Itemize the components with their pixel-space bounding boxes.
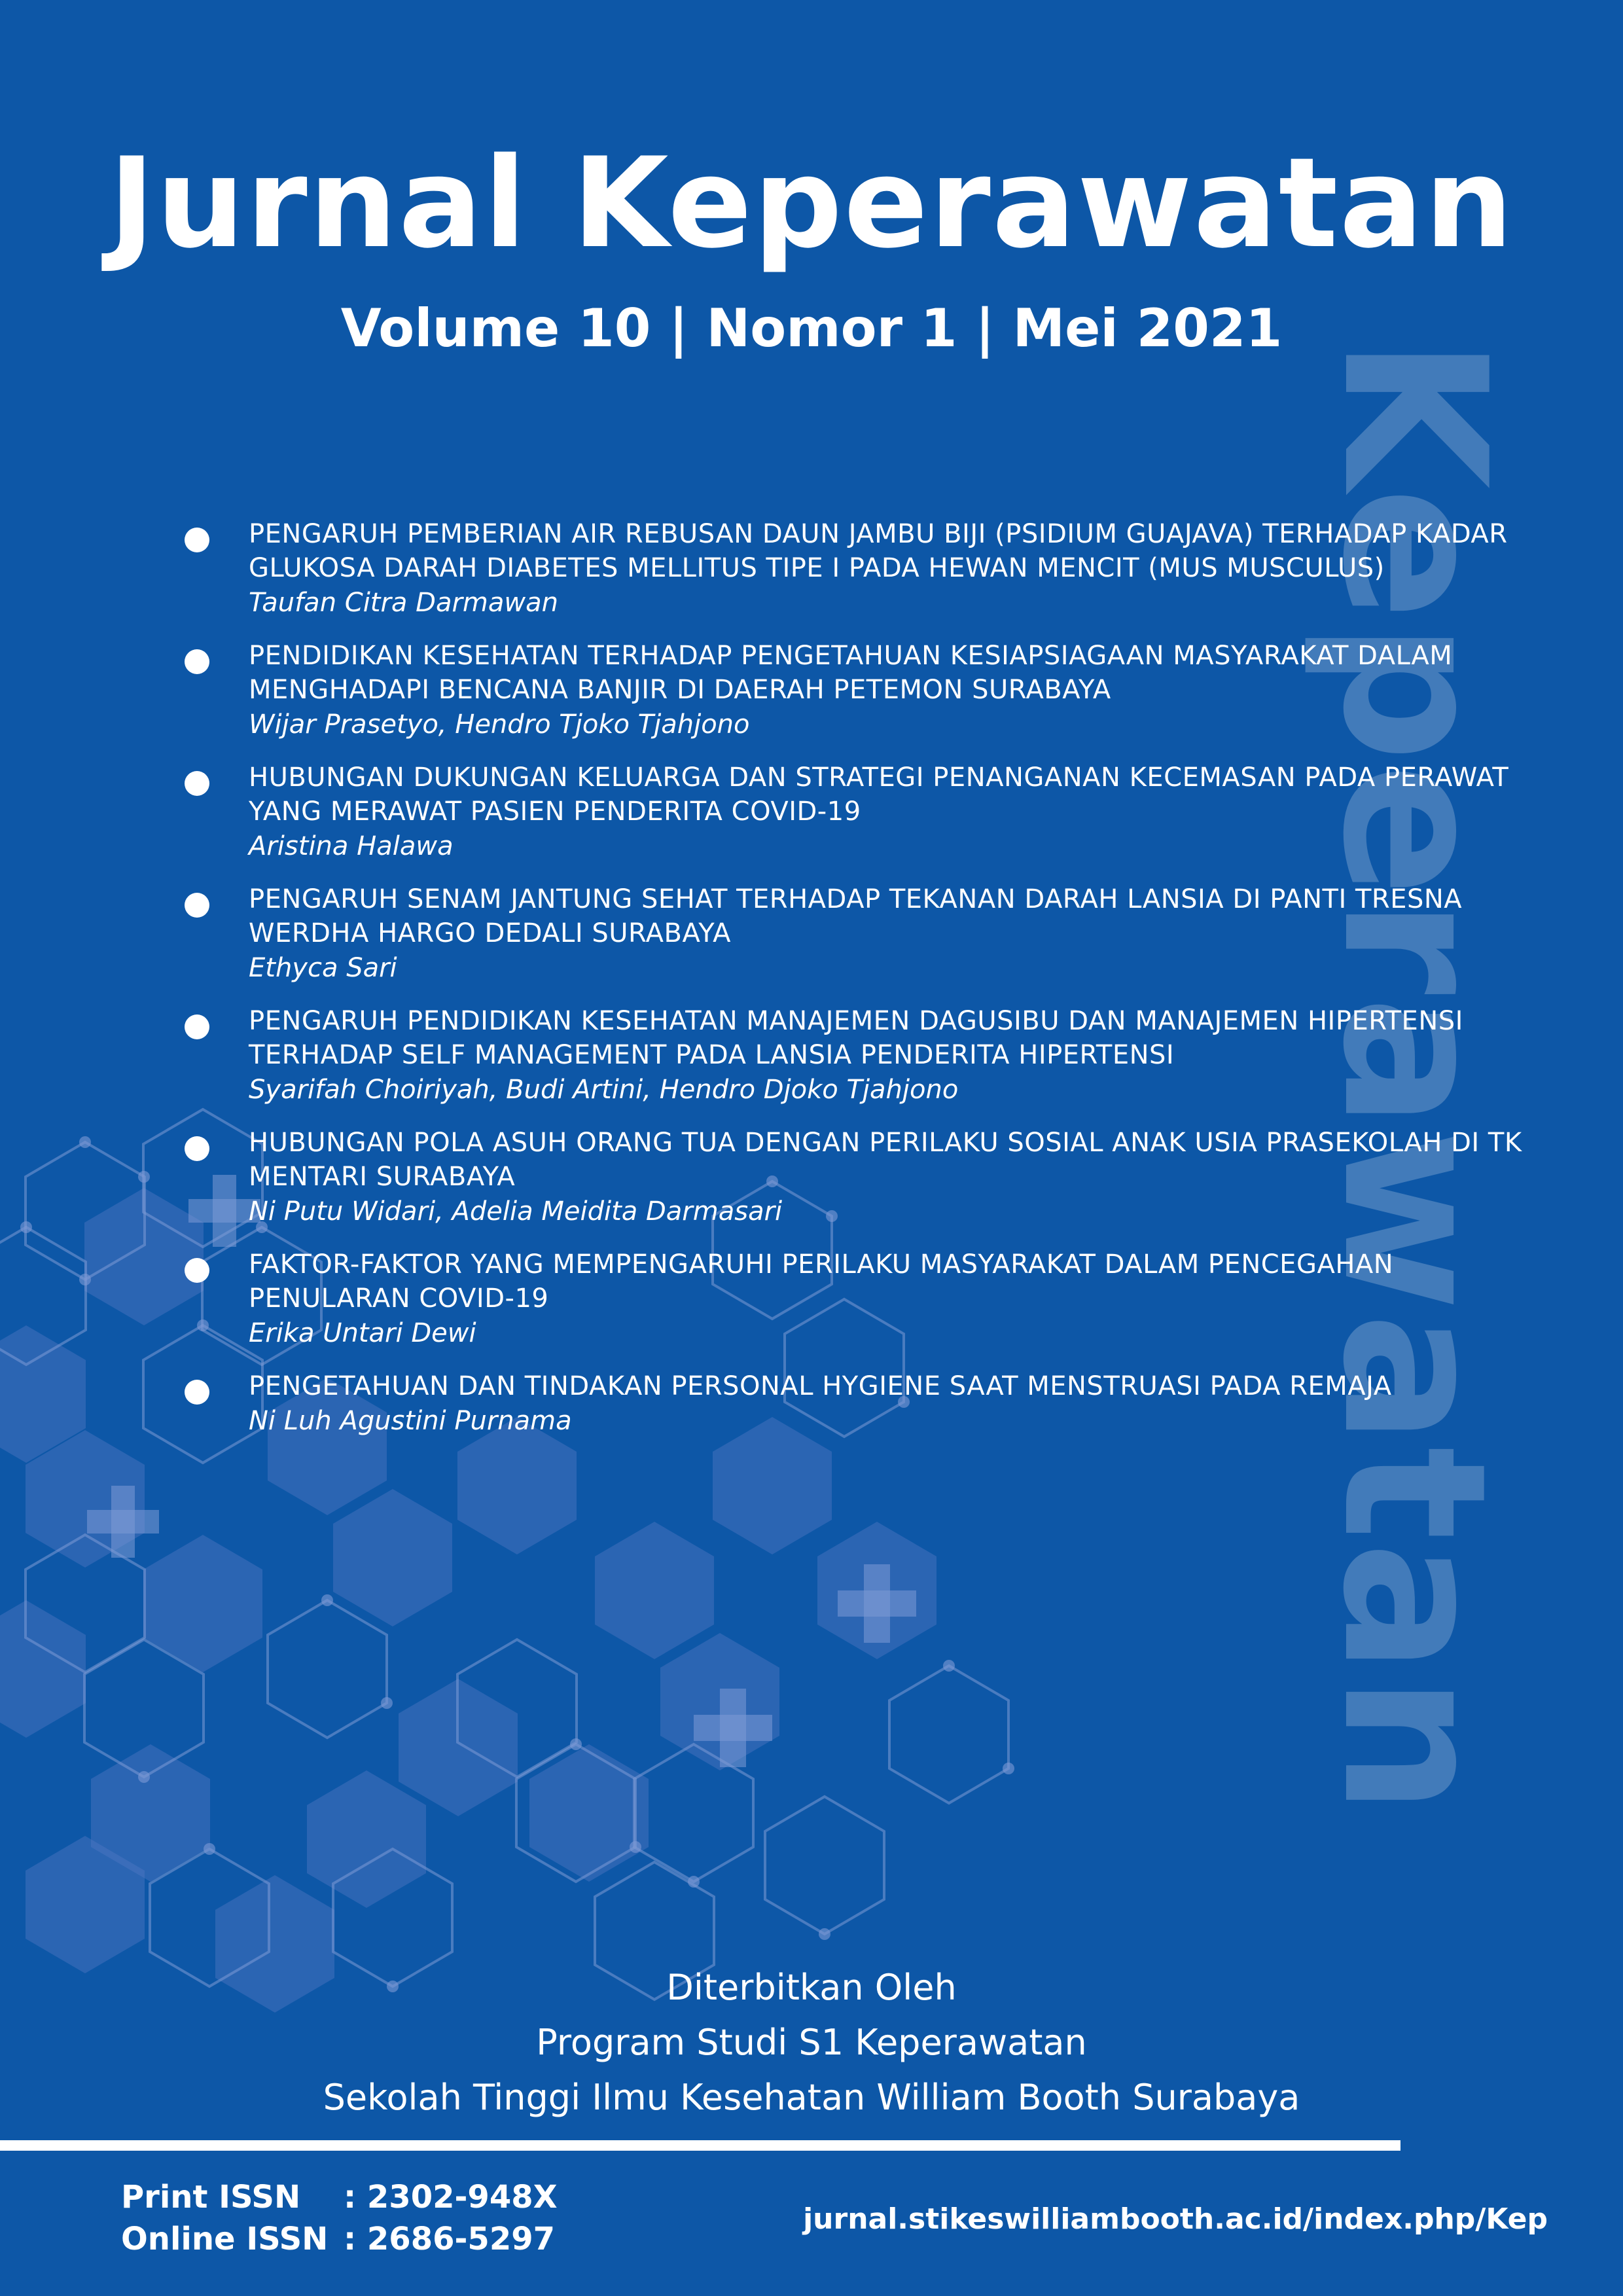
article-title: PENGETAHUAN DAN TINDAKAN PERSONAL HYGIENE SAAT MENSTRUASI PADA REMAJA bbox=[249, 1371, 1392, 1401]
vertical-watermark-word: Keperawatan bbox=[1300, 337, 1528, 1817]
print-issn bbox=[121, 2176, 558, 2218]
article-title: PENDIDIKAN KESEHATAN TERHADAP PENGETAHUAN KESIAPSIAGAAN MASYARAKAT DALAM MENGHADAPI BENCANA BANJIR DI DAERAH PETEMON SURABAYA bbox=[249, 641, 1453, 705]
online-issn-label: Online ISSN bbox=[121, 2221, 329, 2257]
article-list bbox=[183, 517, 1544, 1439]
issn-block bbox=[121, 2176, 558, 2260]
bullet-icon bbox=[185, 1136, 209, 1161]
article-authors: Erika Untari Dewi bbox=[249, 1318, 476, 1348]
article-item bbox=[183, 1369, 1544, 1439]
article-authors: Wijar Prasetyo, Hendro Tjoko Tjahjono bbox=[249, 709, 750, 740]
article-title: HUBUNGAN POLA ASUH ORANG TUA DENGAN PERILAKU SOSIAL ANAK USIA PRASEKOLAH DI TK MENTARI SURABAYA bbox=[249, 1128, 1522, 1192]
article-item bbox=[183, 1247, 1544, 1351]
article-title: PENGARUH PENDIDIKAN KESEHATAN MANAJEMEN DAGUSIBU DAN MANAJEMEN HIPERTENSI TERHADAP SELF MANAGEMENT PADA LANSIA PENDERITA HIPERTENSI bbox=[249, 1006, 1463, 1070]
bullet-icon bbox=[185, 528, 209, 552]
publisher-line: Diterbitkan Oleh bbox=[666, 1967, 957, 2008]
article-title: PENGARUH SENAM JANTUNG SEHAT TERHADAP TEKANAN DARAH LANSIA DI PANTI TRESNA WERDHA HARGO DEDALI SURABAYA bbox=[249, 884, 1463, 948]
article-item bbox=[183, 639, 1544, 742]
article-authors: Aristina Halawa bbox=[249, 831, 454, 861]
divider-rule bbox=[0, 2140, 1400, 2151]
article-authors: Syarifah Choiriyah, Budi Artini, Hendro Djoko Tjahjono bbox=[249, 1075, 959, 1105]
bullet-icon bbox=[185, 649, 209, 674]
bullet-icon bbox=[185, 1014, 209, 1039]
article-item bbox=[183, 1126, 1544, 1229]
publisher-block bbox=[0, 1960, 1623, 2125]
article-item bbox=[183, 761, 1544, 864]
print-issn-label: Print ISSN bbox=[121, 2179, 301, 2215]
article-title: FAKTOR-FAKTOR YANG MEMPENGARUHI PERILAKU MASYARAKAT DALAM PENCEGAHAN PENULARAN COVID-19 bbox=[249, 1249, 1394, 1314]
bullet-icon bbox=[185, 1380, 209, 1405]
bullet-icon bbox=[185, 893, 209, 918]
article-authors: Taufan Citra Darmawan bbox=[249, 588, 558, 618]
institution-name: Sekolah Tinggi Ilmu Kesehatan William Booth Surabaya bbox=[323, 2077, 1300, 2118]
article-item bbox=[183, 517, 1544, 620]
article-title: HUBUNGAN DUKUNGAN KELUARGA DAN STRATEGI PENANGANAN KECEMASAN PADA PERAWAT YANG MERAWAT PASIEN PENDERITA COVID-19 bbox=[249, 762, 1509, 827]
program-name: Program Studi S1 Keperawatan bbox=[536, 2022, 1087, 2063]
issue-info: Volume 10 | Nomor 1 | Mei 2021 bbox=[340, 298, 1283, 359]
online-issn-value: : 2686-5297 bbox=[344, 2221, 556, 2257]
bullet-icon bbox=[185, 771, 209, 796]
article-authors: Ethyca Sari bbox=[249, 953, 397, 983]
article-item bbox=[183, 882, 1544, 986]
print-issn-value: : 2302-948X bbox=[344, 2179, 558, 2215]
online-issn bbox=[121, 2218, 558, 2260]
journal-url: jurnal.stikeswilliambooth.ac.id/index.php/Kep bbox=[803, 2202, 1548, 2236]
article-authors: Ni Luh Agustini Purnama bbox=[249, 1406, 572, 1436]
bullet-icon bbox=[185, 1258, 209, 1283]
journal-title: Jurnal Keperawatan bbox=[109, 131, 1514, 276]
article-authors: Ni Putu Widari, Adelia Meidita Darmasari bbox=[249, 1196, 783, 1227]
article-title: PENGARUH PEMBERIAN AIR REBUSAN DAUN JAMBU BIJI (PSIDIUM GUAJAVA) TERHADAP KADAR GLUKOSA DARAH DIABETES MELLITUS TIPE I PADA HEWAN MENCIT (MUS MUSCULUS) bbox=[249, 519, 1508, 583]
article-item bbox=[183, 1004, 1544, 1107]
